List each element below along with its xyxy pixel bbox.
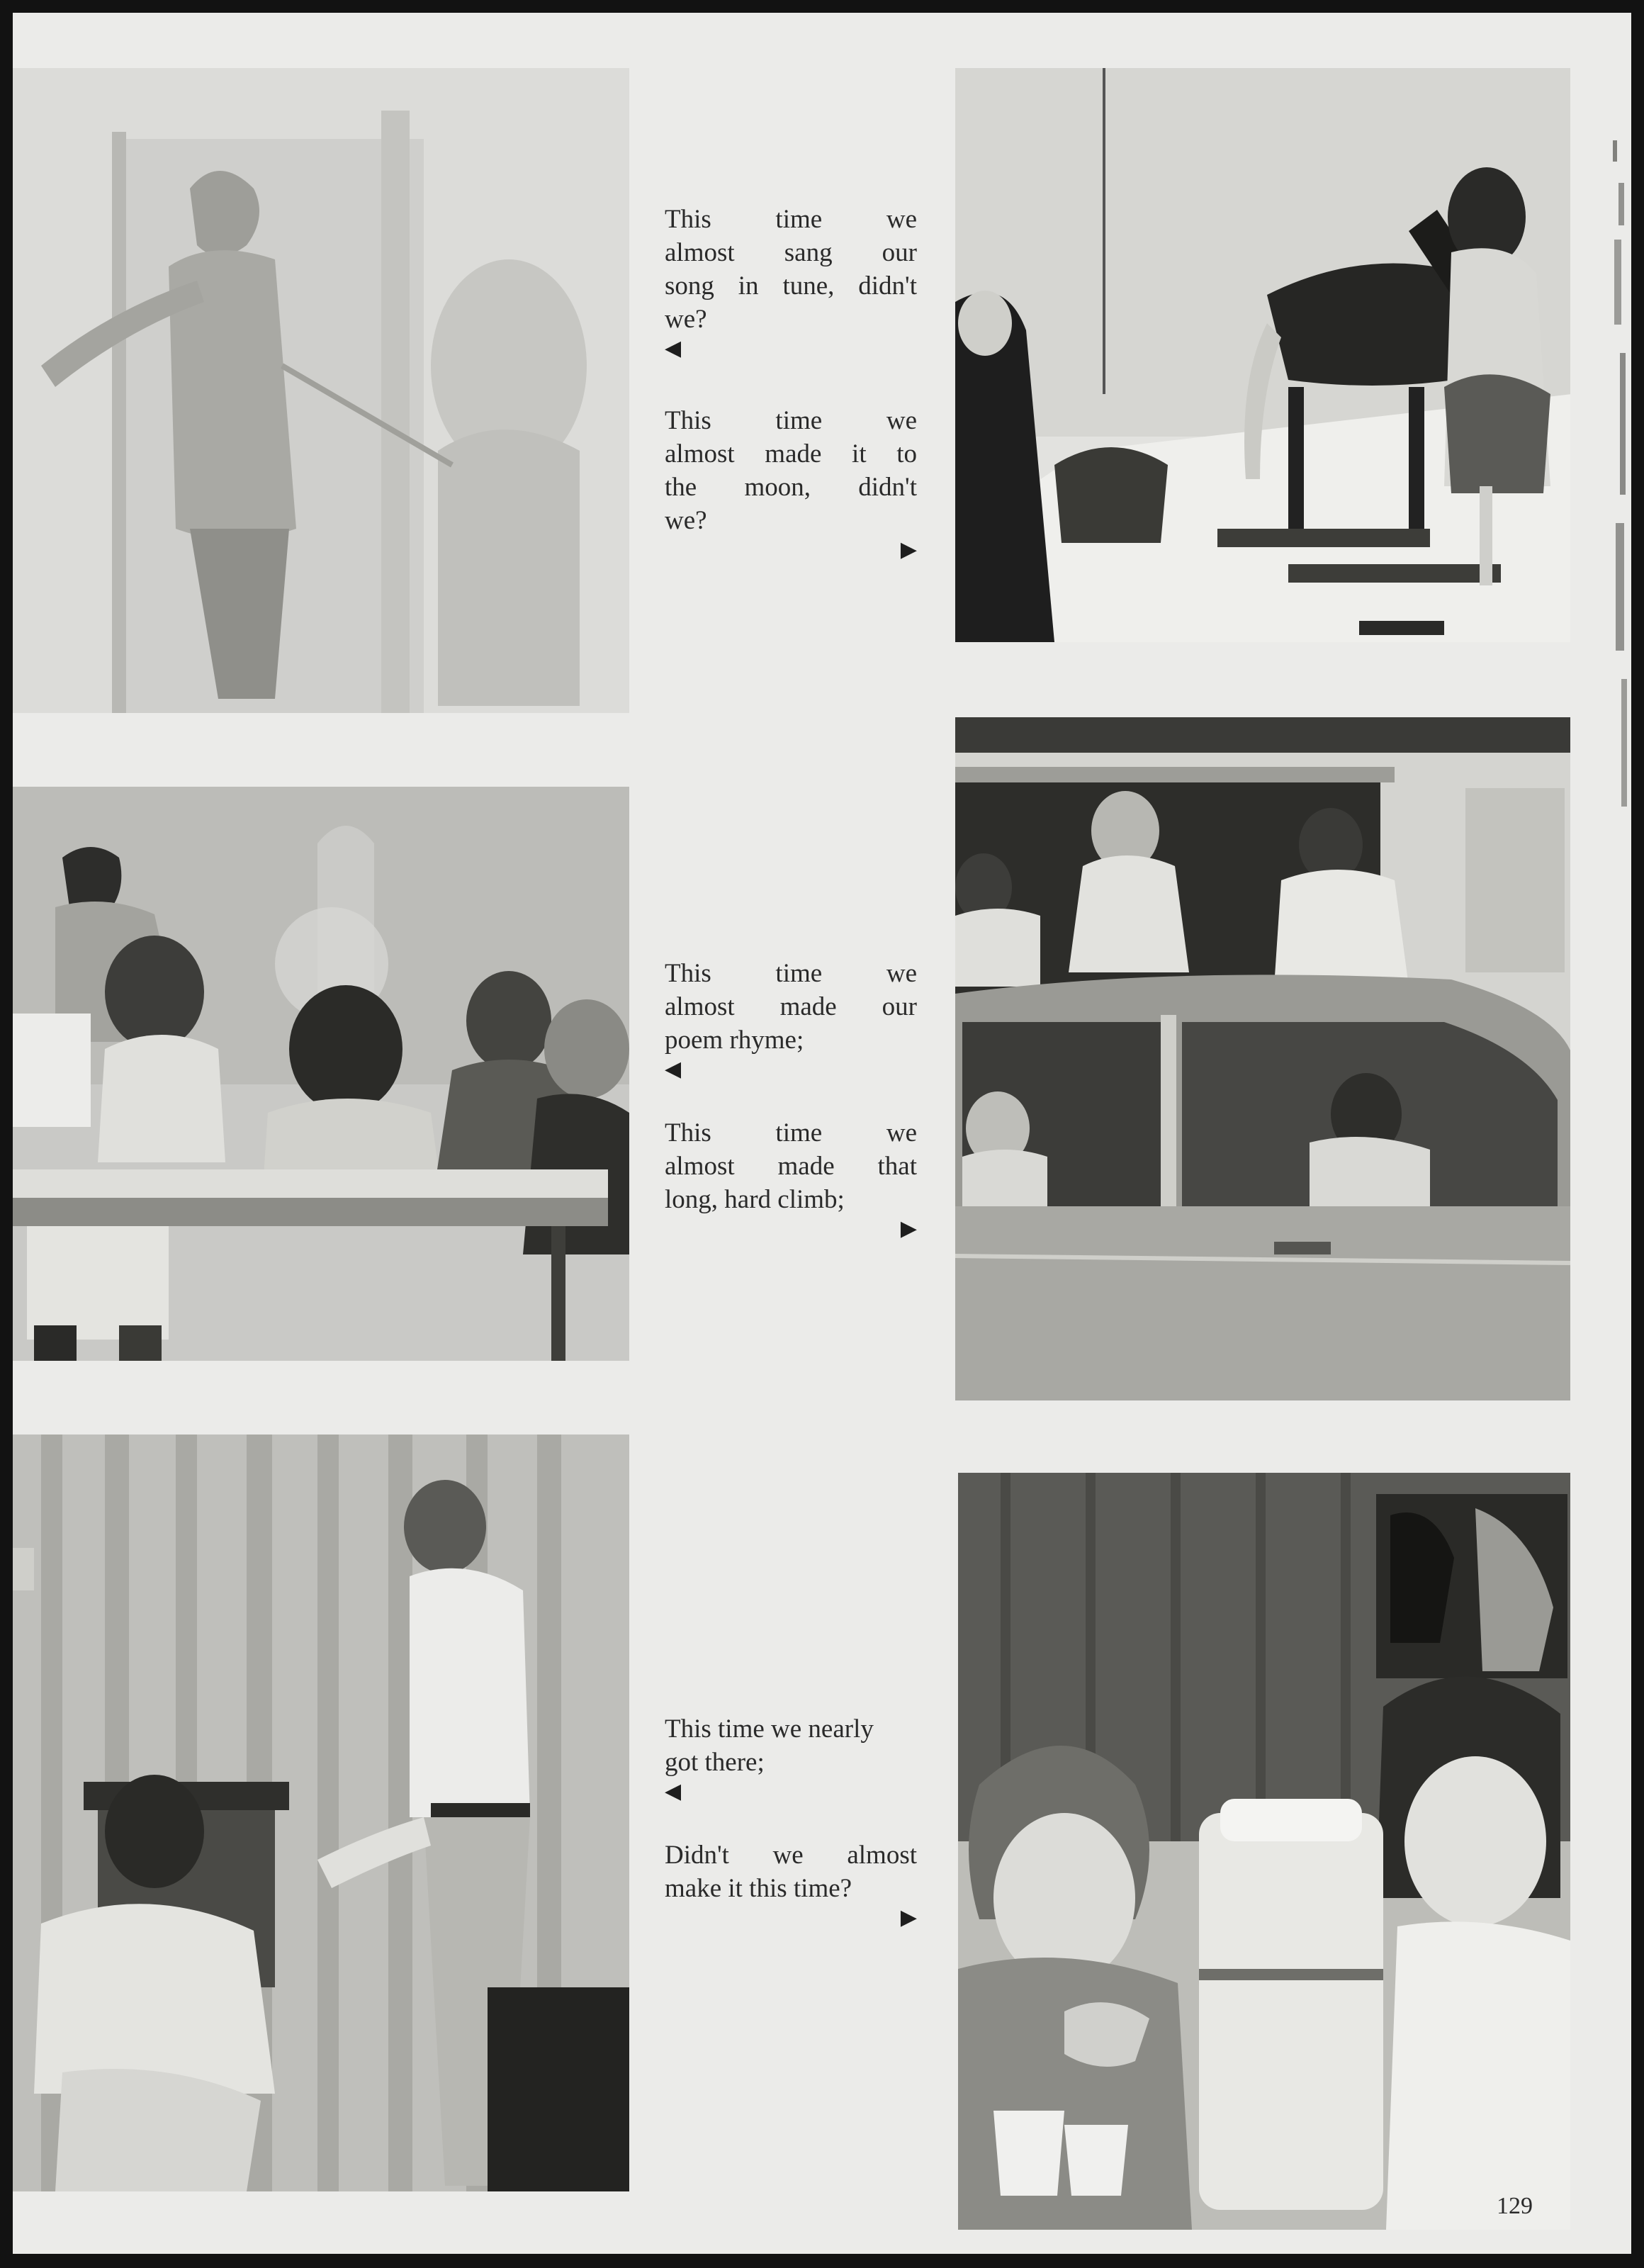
caption-line: almost made our xyxy=(665,992,917,1021)
photo-horse-costume xyxy=(955,68,1570,642)
arrow-left-icon: ◀ xyxy=(665,1057,682,1082)
caption-line: the moon, didn't xyxy=(665,473,917,502)
caption-line: we? xyxy=(665,305,707,334)
caption-line: song in tune, didn't xyxy=(665,271,917,301)
caption-line: This time we xyxy=(665,406,917,435)
caption-line: This time we xyxy=(665,1118,917,1147)
photo-faded-performer xyxy=(13,68,629,713)
caption-line: make it this time? xyxy=(665,1874,852,1903)
caption-line: got there; xyxy=(665,1748,765,1777)
caption-line: poem rhyme; xyxy=(665,1026,804,1055)
arrow-right-icon: ▶ xyxy=(900,1905,917,1930)
arrow-left-icon: ◀ xyxy=(665,336,682,361)
caption-line: Didn't we almost xyxy=(665,1841,917,1870)
arrow-right-icon: ▶ xyxy=(900,537,917,562)
page-number: 129 xyxy=(1497,2193,1533,2219)
caption-line: This time we xyxy=(665,959,917,988)
edge-stain xyxy=(1610,140,1631,821)
caption-line: long, hard climb; xyxy=(665,1185,845,1214)
photo-car-group xyxy=(955,717,1570,1400)
caption-line: we? xyxy=(665,506,707,535)
arrow-left-icon: ◀ xyxy=(665,1779,682,1804)
caption-line: almost made it to xyxy=(665,439,917,468)
photo-table-scene xyxy=(13,787,629,1361)
caption-line: almost made that xyxy=(665,1152,917,1181)
arrow-right-icon: ▶ xyxy=(900,1216,917,1241)
caption-nearly-there xyxy=(665,1712,917,1931)
photo-stage-curtain xyxy=(13,1435,629,2191)
caption-line: This time we nearly xyxy=(665,1714,874,1744)
caption-moon-song xyxy=(665,203,917,563)
photo-thermos-portrait xyxy=(958,1473,1570,2230)
yearbook-page xyxy=(13,13,1631,2254)
caption-line: This time we xyxy=(665,205,917,234)
caption-poem-climb xyxy=(665,957,917,1242)
caption-line: almost sang our xyxy=(665,238,917,267)
